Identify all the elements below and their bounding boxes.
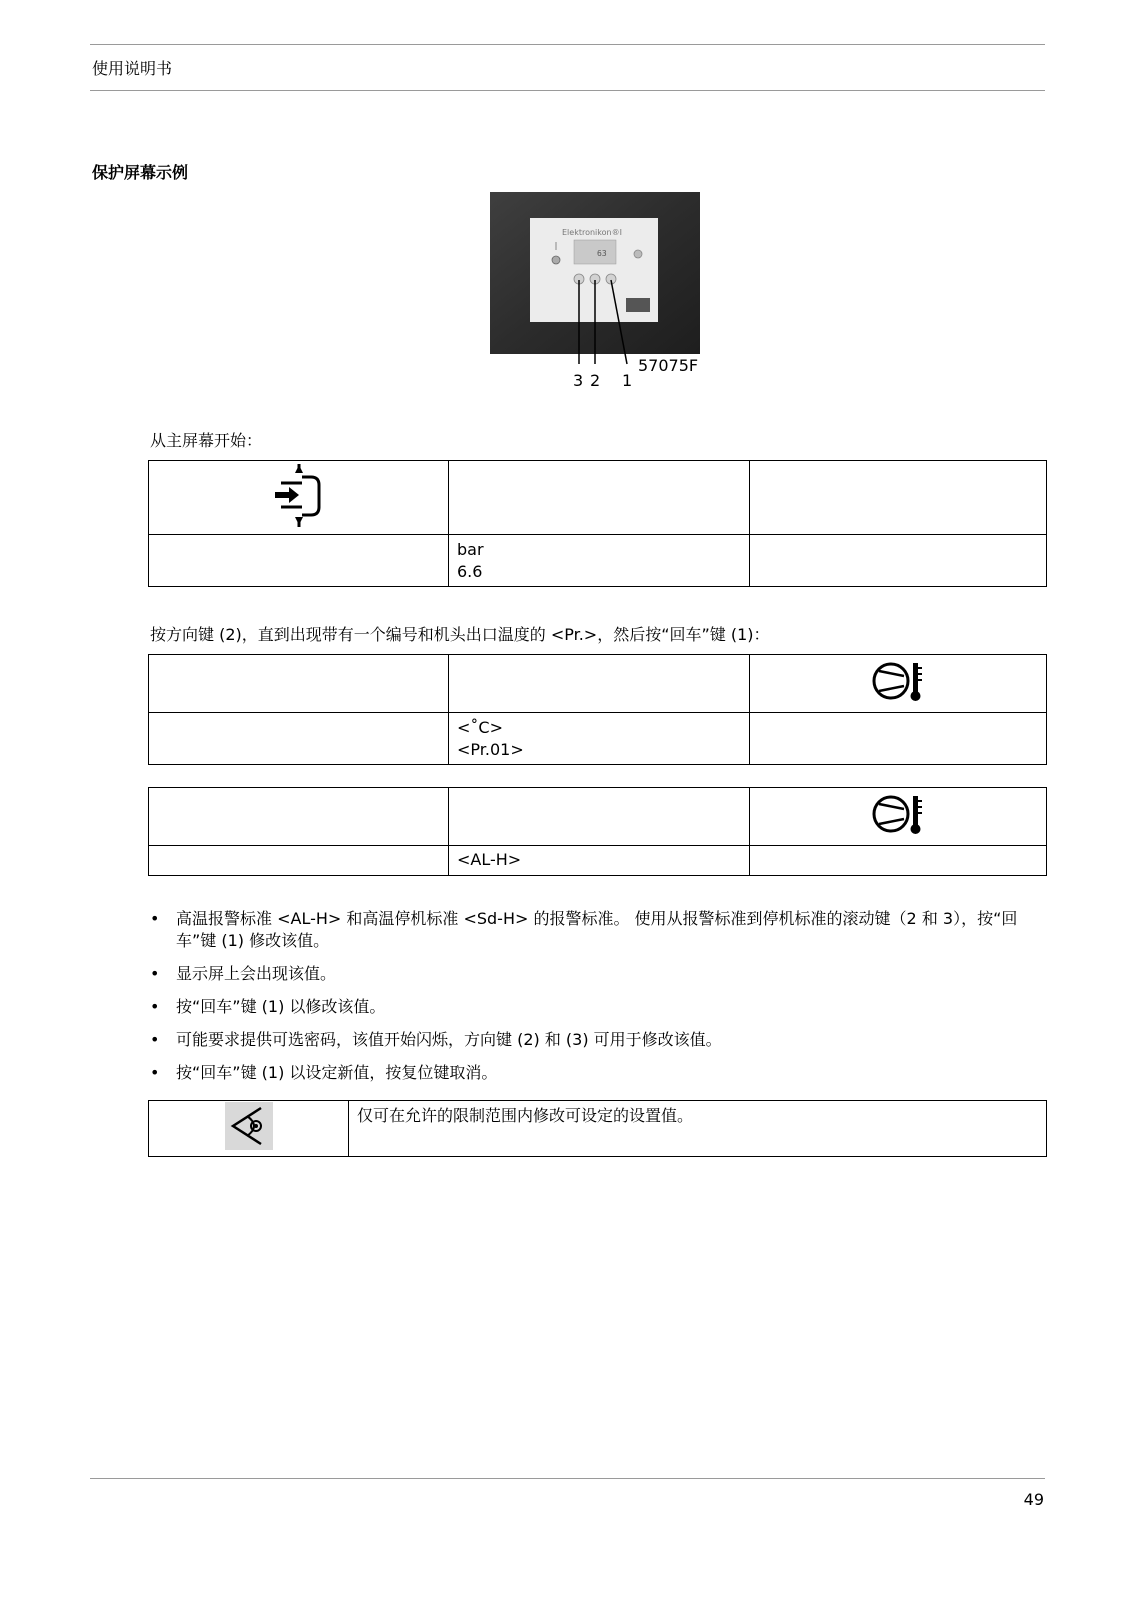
protection-screen-table	[148, 654, 1047, 765]
table-cell	[149, 535, 449, 587]
temperature-unit: <˚C>	[457, 718, 503, 737]
table-cell	[149, 788, 449, 846]
table-cell	[750, 461, 1047, 535]
table-cell	[750, 788, 1047, 846]
list-item: • 可能要求提供可选密码，该值开始闪烁，方向键 (2) 和 (3) 可用于修改该值。	[150, 1029, 1050, 1051]
header-top-rule	[90, 44, 1045, 45]
element-outlet-temperature-icon	[871, 659, 925, 703]
table-cell	[149, 713, 449, 765]
table-cell	[149, 655, 449, 713]
table-cell	[449, 655, 750, 713]
table-row	[149, 655, 1047, 713]
table-cell	[750, 713, 1047, 765]
list-item: • 按“回车”键 (1) 以设定新值，按复位键取消。	[150, 1062, 1050, 1084]
table-cell	[449, 535, 750, 587]
eye-note-icon	[225, 1102, 273, 1150]
table-cell	[449, 846, 750, 876]
table-cell	[750, 535, 1047, 587]
table-cell	[750, 846, 1047, 876]
page-number: 49	[1023, 1490, 1044, 1509]
table-cell	[149, 461, 449, 535]
callout-2: 2	[590, 371, 601, 390]
air-outlet-pressure-icon	[269, 463, 329, 527]
callout-3: 3	[573, 371, 584, 390]
alarm-high-label: <AL-H>	[457, 850, 522, 869]
intro-text: 从主屏幕开始：	[150, 431, 263, 450]
instruction-text: 按方向键 (2)，直到出现带有一个编号和机头出口温度的 <Pr.>，然后按“回车”键 (1)：	[150, 625, 770, 644]
header-bottom-rule	[90, 90, 1045, 91]
controller-panel-illustration	[488, 190, 704, 392]
table-row	[149, 788, 1047, 846]
table-cell	[149, 1101, 349, 1157]
table-row	[149, 1101, 1047, 1157]
main-screen-table	[148, 460, 1047, 587]
procedure-list	[150, 908, 1050, 1095]
panel-display-value: 63	[597, 249, 607, 258]
list-item: • 高温报警标准 <AL-H> 和高温停机标准 <Sd-H> 的报警标准。 使用从报警标准到停机标准的滚动键（2 和 3），按“回车”键 (1) 修改该值。	[150, 908, 1050, 952]
table-cell	[149, 846, 449, 876]
table-cell	[449, 713, 750, 765]
note-table	[148, 1100, 1047, 1157]
pressure-value: 6.6	[457, 562, 483, 581]
footer-rule	[90, 1478, 1045, 1479]
table-row	[149, 461, 1047, 535]
panel-brand-label: Elektronikon®I	[562, 228, 622, 237]
pressure-unit: bar	[457, 540, 484, 559]
alarm-setting-table	[148, 787, 1047, 876]
document-title: 使用说明书	[92, 59, 173, 78]
element-outlet-temperature-icon	[871, 792, 925, 836]
table-cell	[750, 655, 1047, 713]
controller-panel-figure	[488, 190, 704, 392]
callout-1: 1	[622, 371, 633, 390]
table-cell	[449, 788, 750, 846]
list-item: • 按“回车”键 (1) 以修改该值。	[150, 996, 1050, 1018]
figure-reference-code: 57075F	[638, 356, 699, 375]
list-item: • 显示屏上会出现该值。	[150, 963, 1050, 985]
note-text: 仅可在允许的限制范围内修改可设定的设置值。	[349, 1101, 1047, 1157]
table-row	[149, 846, 1047, 876]
table-cell	[449, 461, 750, 535]
section-heading: 保护屏幕示例	[92, 163, 189, 182]
table-row	[149, 713, 1047, 765]
table-row	[149, 535, 1047, 587]
protection-id: <Pr.01>	[457, 740, 524, 759]
